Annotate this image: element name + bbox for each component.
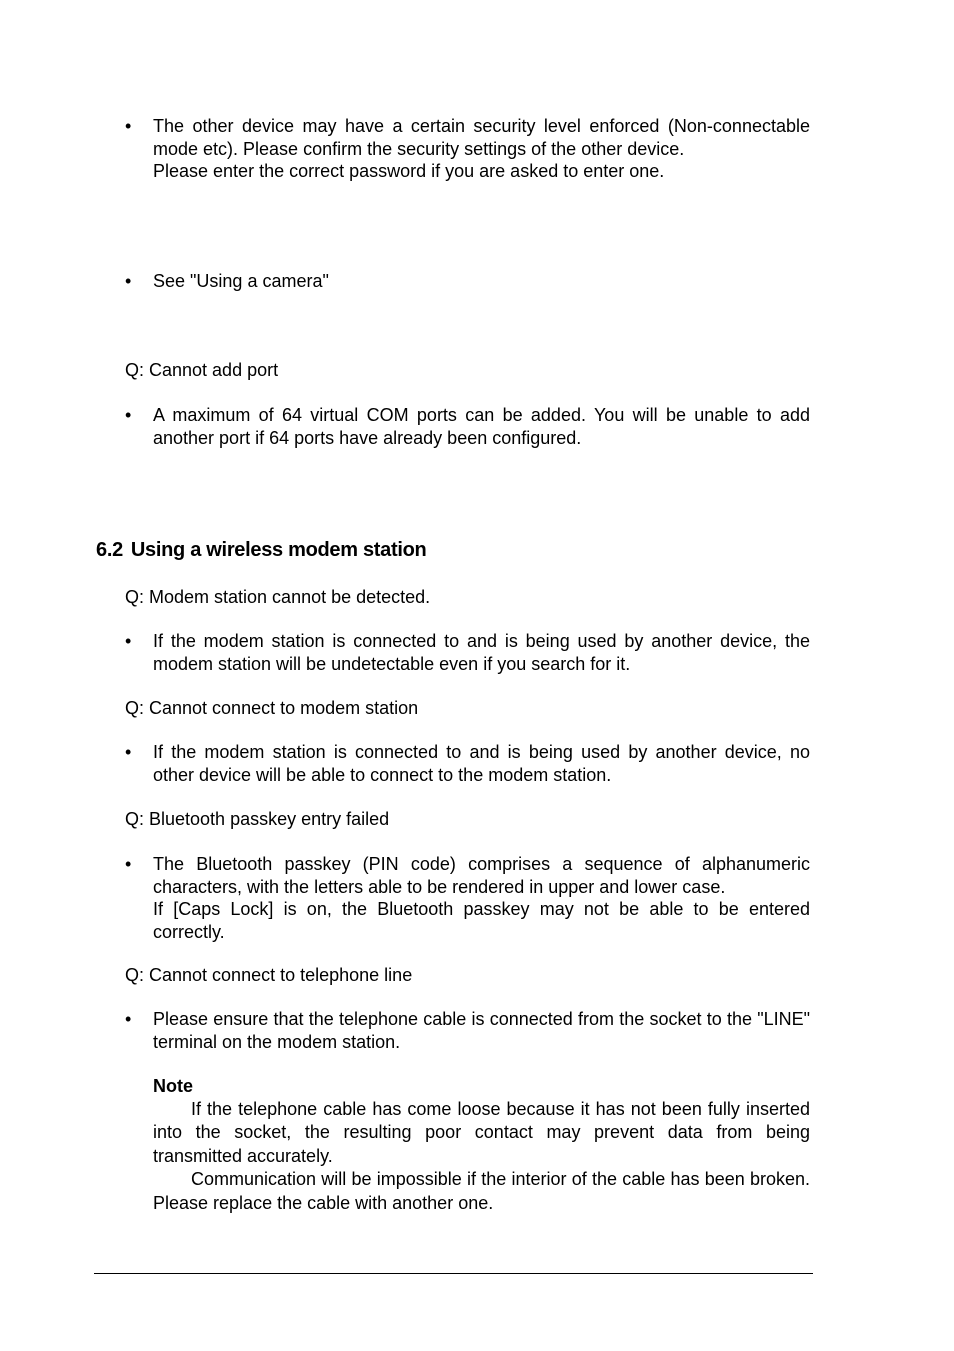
- bullet-symbol: •: [125, 742, 132, 762]
- section-number: 6.2: [96, 539, 123, 561]
- note-title: Note: [153, 1076, 193, 1096]
- paragraph-password: Please enter the correct password if you are asked to enter one.: [153, 161, 665, 181]
- bullet-symbol: •: [125, 405, 132, 425]
- bullet-symbol: •: [125, 116, 132, 136]
- section-title: Using a wireless modem station: [130, 539, 427, 561]
- bullet-body: [153, 115, 810, 183]
- bullet-body: [153, 741, 810, 786]
- bullet-body: [153, 270, 810, 293]
- paragraph-camera-ref: See "Using a camera": [153, 271, 329, 291]
- footer-divider: [94, 1273, 813, 1274]
- question-connect: Q: Cannot connect to modem station: [125, 698, 419, 718]
- question-telephone: Q: Cannot connect to telephone line: [125, 965, 413, 985]
- bullet-symbol: •: [125, 1009, 132, 1029]
- bullet-body: [153, 1008, 810, 1053]
- bullet-symbol: •: [125, 271, 132, 291]
- answer-passkey-2: If [Caps Lock] is on, the Bluetooth passkey may not be able to be entered correctly.: [153, 899, 810, 942]
- note-paragraph-2: Communication will be impossible if the interior of the cable has been broken. Please replace the cable with another one.: [153, 1169, 841, 1213]
- answer-detect: If the modem station is connected to and is being used by another device, the modem station will be undetectable even if you search for it.: [153, 631, 810, 674]
- note-block: [153, 1075, 841, 1215]
- bullet-symbol: •: [125, 631, 132, 651]
- answer-telephone: Please ensure that the telephone cable is connected from the socket to the "LINE" terminal on the modem station.: [153, 1009, 810, 1052]
- answer-add-port: A maximum of 64 virtual COM ports can be added. You will be unable to add another port if 64 ports have already been configured.: [153, 405, 810, 448]
- bullet-body: [153, 404, 810, 449]
- answer-passkey-1: The Bluetooth passkey (PIN code) comprises a sequence of alphanumeric characters, with the letters able to be rendered in upper and lower case.: [153, 854, 810, 897]
- paragraph-security: The other device may have a certain security level enforced (Non-connectable mode etc). Please confirm the security settings of the other device.: [153, 116, 810, 159]
- bullet-symbol: •: [125, 854, 132, 874]
- answer-connect: If the modem station is connected to and is being used by another device, no other device will be able to connect to the modem station.: [153, 742, 810, 785]
- bullet-body: [153, 630, 810, 675]
- section-heading: [96, 539, 426, 562]
- note-paragraph-1: If the telephone cable has come loose because it has not been fully inserted into the socket, the resulting poor contact may prevent data from being transmitted accurately.: [153, 1098, 836, 1166]
- question-passkey: Q: Bluetooth passkey entry failed: [125, 809, 390, 829]
- bullet-body: [153, 853, 810, 943]
- question-add-port: Q: Cannot add port: [125, 360, 279, 380]
- question-detect: Q: Modem station cannot be detected.: [125, 587, 431, 607]
